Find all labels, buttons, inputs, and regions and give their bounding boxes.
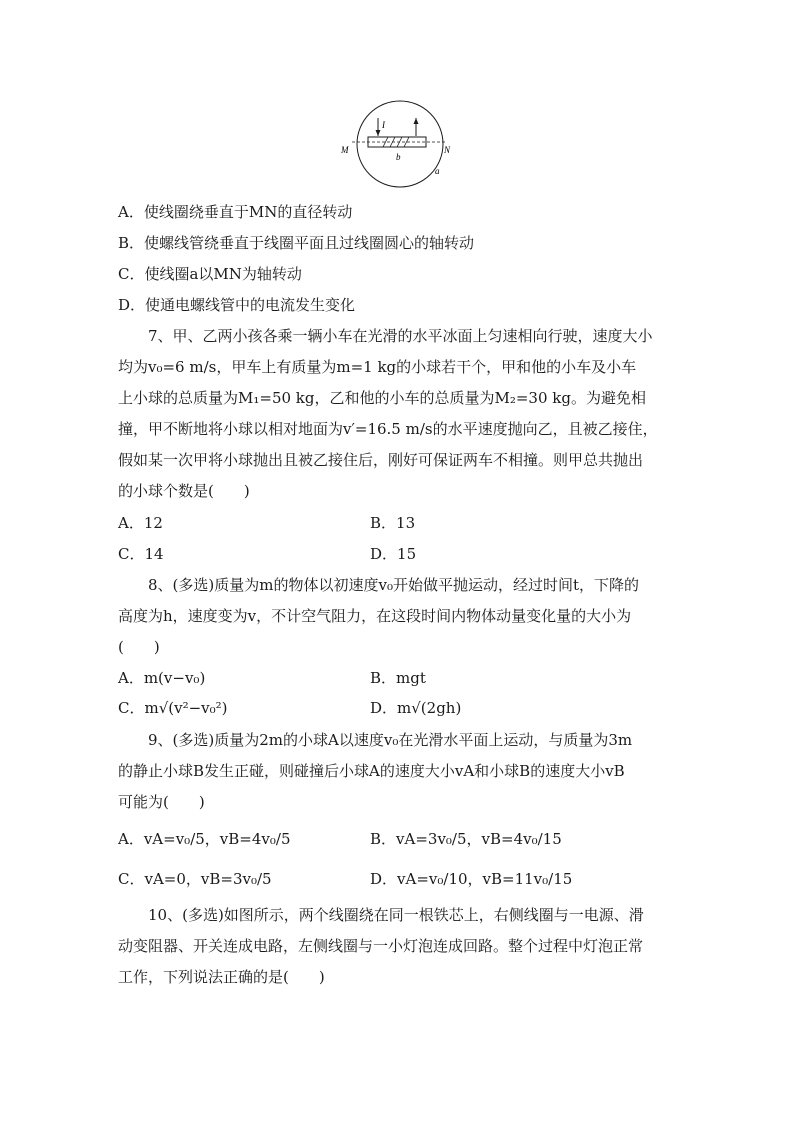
q7-line-1: 7、甲、乙两小孩各乘一辆小车在光滑的水平冰面上匀速相向行驶，速度大小: [148, 327, 653, 345]
q6-option-d: D．使通电螺线管中的电流发生变化: [118, 296, 356, 314]
q8-line-2: 高度为h，速度变为v，不计空气阻力，在这段时间内物体动量变化量的大小为: [118, 607, 632, 625]
label-b: b: [396, 152, 401, 162]
q6-option-b: B．使螺线管绕垂直于线圈平面且过线圈圆心的轴转动: [118, 234, 475, 252]
q7-option-a: A．12: [118, 514, 163, 532]
q9-option-a: A．vA=v₀/5，vB=4v₀/5: [118, 830, 291, 848]
q8-option-c: C．m√(v²−v₀²): [118, 699, 228, 717]
q7-option-d: D．15: [370, 545, 417, 563]
q7-line-3: 上小球的总质量为M₁=50 kg，乙和他的小车的总质量为M₂=30 kg。为避免相: [118, 389, 646, 407]
q7-option-b: B．13: [370, 514, 416, 532]
q9-line-1: 9、(多选)质量为2m的小球A以速度v₀在光滑水平面上运动，与质量为3m: [148, 731, 633, 749]
q9-line-2: 的静止小球B发生正碰，则碰撞后小球A的速度大小vA和小球B的速度大小vB: [118, 762, 625, 780]
q8-line-3: ( ): [118, 638, 160, 656]
q7-line-5: 假如某一次甲将小球抛出且被乙接住后，刚好可保证两车不相撞。则甲总共抛出: [118, 451, 644, 469]
q9-option-b: B．vA=3v₀/5，vB=4v₀/15: [370, 830, 562, 848]
q10-line-2: 动变阻器、开关连成电路，左侧线圈与一小灯泡连成回路。整个过程中灯泡正常: [118, 937, 644, 955]
q6-option-a: A．使线圈绕垂直于MN的直径转动: [118, 203, 353, 221]
q7-line-6: 的小球个数是( ): [118, 482, 250, 500]
label-I: I: [382, 120, 385, 130]
q7-line-2: 均为v₀=6 m/s，甲车上有质量为m=1 kg的小球若干个，甲和他的小车及小车: [118, 358, 637, 376]
q8-option-a: A．m(v−v₀): [118, 669, 206, 687]
q9-option-d: D．vA=v₀/10，vB=11v₀/15: [370, 870, 573, 888]
coil-solenoid-figure: [338, 98, 458, 190]
label-N: N: [444, 145, 451, 155]
label-a: a: [435, 166, 440, 176]
q10-line-1: 10、(多选)如图所示，两个线圈绕在同一根铁芯上，右侧线圈与一电源、滑: [148, 906, 644, 924]
q6-option-c: C．使线圈a以MN为轴转动: [118, 265, 302, 283]
q9-option-c: C．vA=0，vB=3v₀/5: [118, 870, 272, 888]
q8-option-d: D．m√(2gh): [370, 699, 462, 717]
q7-line-4: 撞，甲不断地将小球以相对地面为v′=16.5 m/s的水平速度抛向乙，且被乙接住，: [118, 420, 658, 438]
q10-line-3: 工作，下列说法正确的是( ): [118, 968, 325, 986]
q9-line-3: 可能为( ): [118, 793, 205, 811]
label-M: M: [341, 145, 349, 155]
q8-option-b: B．mgt: [370, 669, 426, 687]
q8-line-1: 8、(多选)质量为m的物体以初速度v₀开始做平抛运动，经过时间t，下降的: [148, 576, 639, 594]
q7-option-c: C．14: [118, 545, 164, 563]
